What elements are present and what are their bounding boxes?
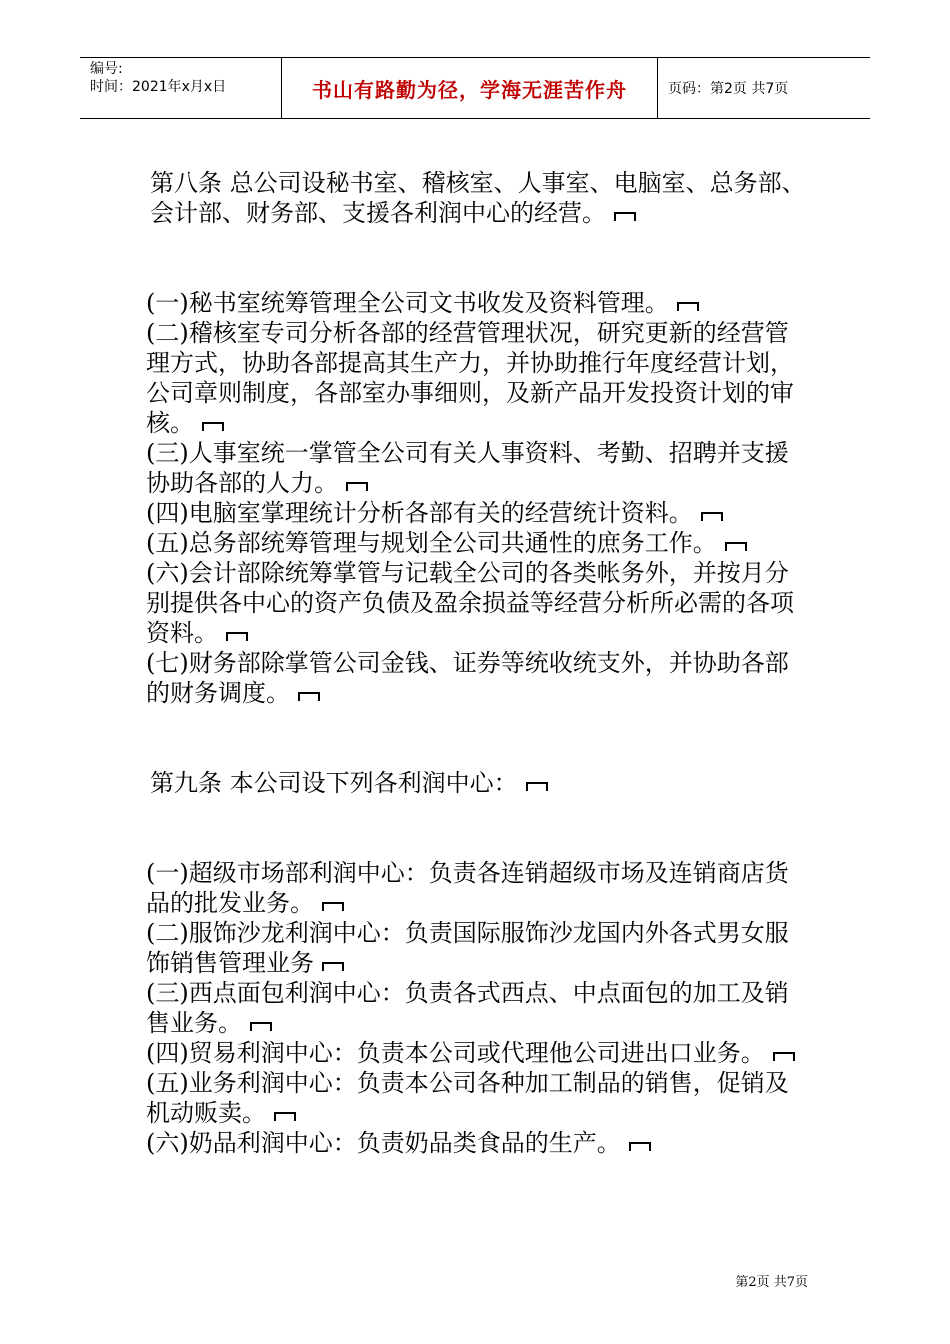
header-date-label: 时间：2021年x月x日 xyxy=(90,79,227,95)
header-motto: 书山有路勤为径，学海无涯苦作舟 xyxy=(282,58,658,118)
paragraph-mark-icon xyxy=(614,212,636,221)
article-9-item: (四)贸易利润中心：负责本公司或代理他公司进出口业务。 xyxy=(146,1038,808,1068)
paragraph-mark-icon xyxy=(298,692,320,701)
article-9-item: (六)奶品利润中心：负责奶品类食品的生产。 xyxy=(146,1128,808,1158)
paragraph-mark-icon xyxy=(250,1022,272,1031)
article-8-intro: 第八条 总公司设秘书室、稽核室、人事室、电脑室、总务部、会计部、财务部、支援各利润中心的经营。 xyxy=(150,169,806,227)
paragraph-mark-icon xyxy=(226,632,248,641)
article-8-item: (三)人事室统一掌管全公司有关人事资料、考勤、招聘并支援协助各部的人力。 xyxy=(146,439,789,497)
document-header xyxy=(80,57,870,119)
paragraph-mark-icon xyxy=(725,542,747,551)
article-8-item: (六)会计部除统筹掌管与记载全公司的各类帐务外，并按月分别提供各中心的资产负债及盈余损益等经营分析所必需的各项资料。 xyxy=(146,559,794,647)
article-9-item: (一)超级市场部利润中心：负责各连销超级市场及连销商店货品的批发业务。 xyxy=(146,859,789,917)
article-8-item: (四)电脑室掌理统计分析各部有关的经营统计资料。 xyxy=(146,498,808,528)
paragraph-mark-icon xyxy=(202,422,224,431)
header-meta xyxy=(80,58,282,118)
paragraph-mark-icon xyxy=(322,962,344,971)
paragraph-mark-icon xyxy=(346,482,368,491)
article-8-item: (七)财务部除掌管公司金钱、证券等统收统支外，并协助各部的财务调度。 xyxy=(146,649,789,707)
article-8-item: (一)秘书室统筹管理全公司文书收发及资料管理。 xyxy=(146,288,808,318)
article-9-item: (五)业务利润中心：负责本公司各种加工制品的销售，促销及机动贩卖。 xyxy=(146,1069,789,1127)
article-8-item: (五)总务部统筹管理与规划全公司共通性的庶务工作。 xyxy=(146,528,808,558)
footer-page-info: 第2页 共7页 xyxy=(735,1275,808,1290)
paragraph-mark-icon xyxy=(677,302,699,311)
header-number-label: 编号: xyxy=(90,61,123,77)
paragraph-mark-icon xyxy=(526,782,548,791)
paragraph-mark-icon xyxy=(274,1112,296,1121)
header-page-info: 页码：第2页 共7页 xyxy=(668,81,789,97)
paragraph-mark-icon xyxy=(701,512,723,521)
article-9-item: (三)西点面包利润中心：负责各式西点、中点面包的加工及销售业务。 xyxy=(146,979,789,1037)
article-9-intro: 第九条 本公司设下列各利润中心： xyxy=(146,768,808,798)
document-body xyxy=(146,168,808,1158)
paragraph-mark-icon xyxy=(773,1052,795,1061)
article-9-item: (二)服饰沙龙利润中心：负责国际服饰沙龙国内外各式男女服饰销售管理业务 xyxy=(146,919,789,977)
paragraph-mark-icon xyxy=(629,1142,651,1151)
paragraph-mark-icon xyxy=(322,902,344,911)
article-8-item: (二)稽核室专司分析各部的经营管理状况，研究更新的经营管理方式，协助各部提高其生产力，并协助推行年度经营计划，公司章则制度，各部室办事细则，及新产品开发投资计划的审核。 xyxy=(146,319,794,437)
